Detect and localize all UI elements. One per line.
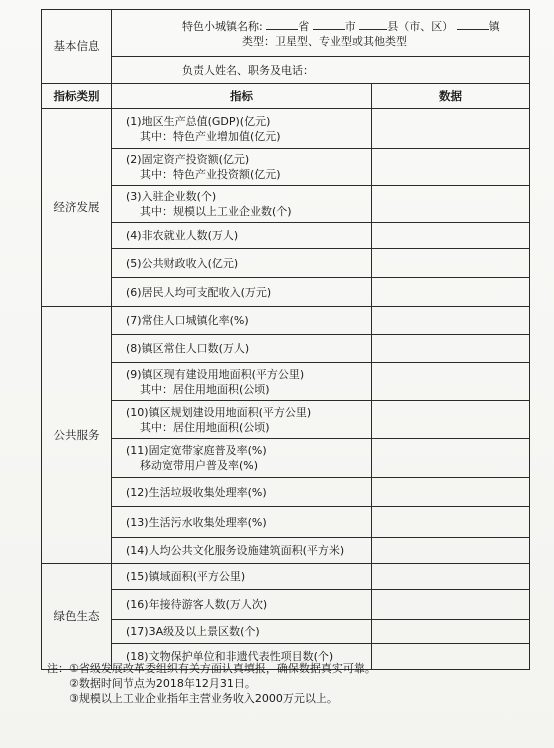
indicator-cell — [112, 278, 372, 307]
basic-info-category: 基本信息 — [42, 10, 112, 84]
city-blank[interactable] — [313, 18, 345, 30]
indicator-main-text: (4)非农就业人数(万人) — [126, 229, 239, 242]
data-entry-cell[interactable] — [372, 401, 530, 439]
indicator-sub-text: 其中：特色产业投资额(亿元) — [140, 168, 281, 181]
note-line-2: ②数据时间节点为2018年12月31日。 — [69, 677, 256, 690]
data-entry-cell[interactable] — [372, 307, 530, 335]
indicator-main-text: (14)人均公共文化服务设施建筑面积(平方米) — [126, 544, 345, 557]
data-entry-cell[interactable] — [372, 186, 530, 223]
indicator-cell — [112, 249, 372, 278]
note-line-1 — [47, 661, 527, 676]
indicator-main-text: (12)生活垃圾收集处理率(%) — [126, 485, 267, 499]
basic-info-row — [42, 10, 530, 57]
indicator-row — [42, 620, 530, 644]
indicator-sub-text: 其中：居住用地面积(公顷) — [140, 382, 270, 396]
indicator-row — [42, 109, 530, 149]
indicator-cell — [112, 149, 372, 186]
town-blank[interactable] — [457, 18, 489, 30]
indicator-row — [42, 564, 530, 590]
indicator-main-text: (15)镇域面积(平方公里) — [126, 570, 246, 583]
indicator-row — [42, 186, 530, 223]
indicator-main-text: (5)公共财政收入(亿元) — [126, 256, 239, 270]
indicator-row — [42, 590, 530, 620]
data-entry-cell[interactable] — [372, 278, 530, 307]
notes-block — [47, 661, 527, 706]
indicator-cell — [112, 363, 372, 401]
indicator-row — [42, 335, 530, 363]
province-blank[interactable] — [266, 18, 298, 30]
indicator-row — [42, 538, 530, 564]
data-entry-cell[interactable] — [372, 249, 530, 278]
town-type-line: 类型：卫星型、专业型或其他类型 — [242, 34, 407, 48]
indicator-cell — [112, 186, 372, 223]
indicator-row — [42, 401, 530, 439]
indicator-cell — [112, 223, 372, 249]
data-entry-cell[interactable] — [372, 590, 530, 620]
indicator-main-text: (17)3A级及以上景区数(个) — [126, 625, 260, 638]
indicator-row — [42, 507, 530, 538]
category-cell: 绿色生态 — [42, 564, 112, 670]
contact-row — [42, 57, 530, 84]
indicator-row — [42, 307, 530, 335]
indicator-main-text: (18)文物保护单位和非遗代表性项目数(个) — [126, 650, 334, 663]
indicator-main-text: (2)固定资产投资额(亿元) — [126, 153, 250, 166]
indicator-table-body — [42, 10, 530, 670]
indicator-row — [42, 149, 530, 186]
indicator-sub-text: 移动宽带用户普及率(%) — [140, 459, 259, 472]
indicator-sub-text: 其中：规模以上工业企业数(个) — [140, 205, 292, 218]
indicator-cell — [112, 109, 372, 149]
town-label: 镇 — [488, 19, 500, 33]
indicator-row — [42, 223, 530, 249]
indicator-main-text: (7)常住人口城镇化率(%) — [126, 314, 249, 327]
header-category: 指标类别 — [42, 84, 112, 109]
data-entry-cell[interactable] — [372, 620, 530, 644]
town-name-line — [182, 18, 529, 34]
data-entry-cell[interactable] — [372, 439, 530, 478]
county-blank[interactable] — [359, 18, 387, 30]
city-label: 市 — [344, 19, 356, 33]
indicator-main-text: (16)年接待游客人数(万人次) — [126, 598, 268, 611]
note-lead: 注： — [47, 662, 69, 675]
county-label: 县（市、区） — [387, 19, 454, 33]
town-name-label: 特色小城镇名称: — [182, 19, 263, 33]
note-item-1: ①省级发展改革委组织有关方面认真填报，确保数据真实可靠。 — [69, 662, 376, 675]
contact-cell[interactable]: 负责人姓名、职务及电话： — [112, 57, 530, 84]
indicator-main-text: (10)镇区规划建设用地面积(平方公里) — [126, 405, 312, 419]
data-entry-cell[interactable] — [372, 538, 530, 564]
indicator-sub-text: 其中：居住用地面积(公顷) — [140, 420, 270, 434]
indicator-cell — [112, 620, 372, 644]
indicator-main-text: (9)镇区现有建设用地面积(平方公里) — [126, 367, 305, 381]
indicator-main-text: (1)地区生产总值(GDP)(亿元) — [126, 114, 271, 128]
data-entry-cell[interactable] — [372, 363, 530, 401]
data-entry-cell[interactable] — [372, 335, 530, 363]
indicator-row — [42, 278, 530, 307]
header-indicator: 指标 — [112, 84, 372, 109]
indicator-table — [41, 9, 530, 670]
indicator-cell — [112, 564, 372, 590]
indicator-cell — [112, 335, 372, 363]
data-entry-cell[interactable] — [372, 478, 530, 507]
indicator-main-text: (3)入驻企业数(个) — [126, 190, 217, 203]
indicator-cell — [112, 507, 372, 538]
indicator-cell — [112, 439, 372, 478]
note-line-3: ③规模以上工业企业指年主营业务收入2000万元以上。 — [69, 692, 338, 705]
data-entry-cell[interactable] — [372, 149, 530, 186]
province-label: 省 — [298, 19, 310, 33]
indicator-row — [42, 439, 530, 478]
data-entry-cell[interactable] — [372, 507, 530, 538]
header-data: 数据 — [372, 84, 530, 109]
indicator-main-text: (6)居民人均可支配收入(万元) — [126, 285, 272, 299]
data-entry-cell[interactable] — [372, 109, 530, 149]
indicator-cell — [112, 538, 372, 564]
indicator-main-text: (11)固定宽带家庭普及率(%) — [126, 444, 267, 457]
category-cell: 经济发展 — [42, 109, 112, 307]
indicator-row — [42, 249, 530, 278]
data-entry-cell[interactable] — [372, 564, 530, 590]
indicator-cell — [112, 478, 372, 507]
town-name-cell — [112, 10, 530, 57]
indicator-cell — [112, 590, 372, 620]
indicator-main-text: (8)镇区常住人口数(万人) — [126, 342, 250, 355]
indicator-cell — [112, 307, 372, 335]
indicator-cell — [112, 401, 372, 439]
indicator-row — [42, 363, 530, 401]
data-entry-cell[interactable] — [372, 223, 530, 249]
indicator-row — [42, 478, 530, 507]
category-cell: 公共服务 — [42, 307, 112, 564]
indicator-main-text: (13)生活污水收集处理率(%) — [126, 515, 267, 529]
header-row — [42, 84, 530, 109]
indicator-sub-text: 其中：特色产业增加值(亿元) — [140, 129, 281, 143]
